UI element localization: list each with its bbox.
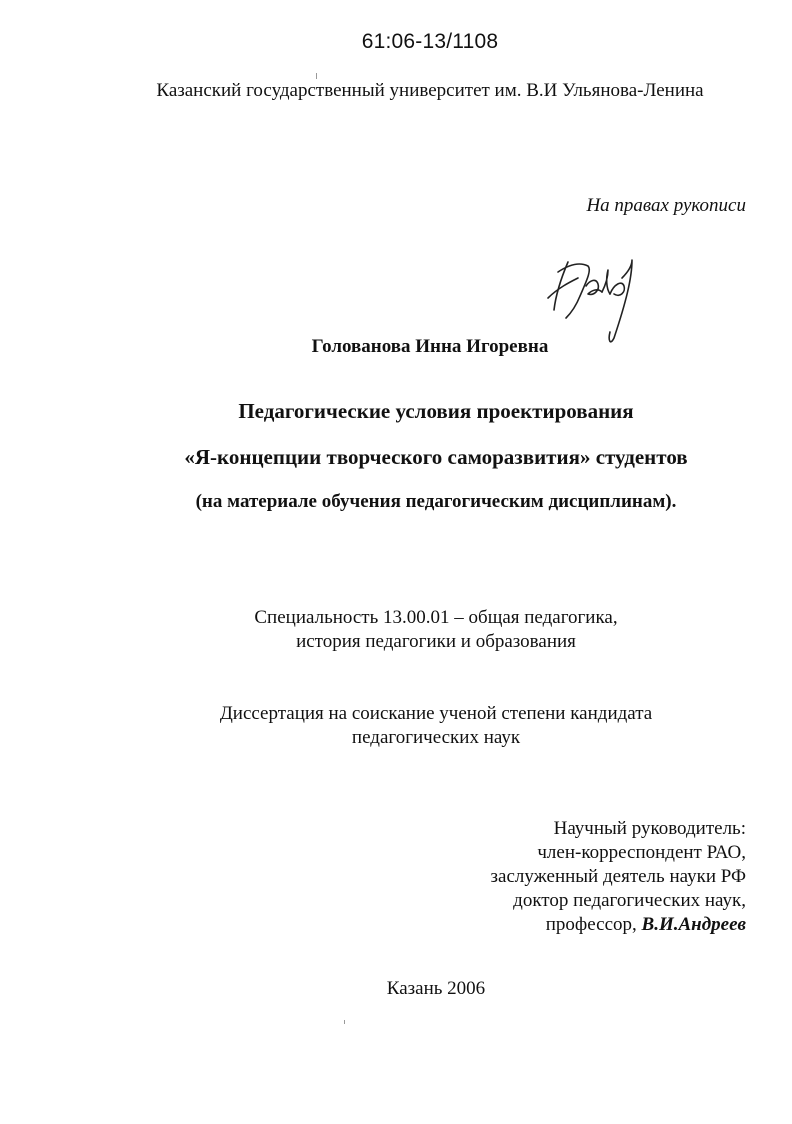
supervisor-title-1: член-корреспондент РАО, (537, 842, 746, 863)
specialty-line-2: история педагогики и образования (296, 631, 576, 652)
dissertation-title-line-3: (на материале обучения педагогическим дисциплинам). (195, 491, 677, 512)
supervisor-name: В.И.Андреев (641, 914, 746, 935)
rights-notice: На правах рукописи (586, 195, 746, 216)
dissertation-title-line-1: Педагогические условия проектирования (238, 399, 634, 423)
university-name: Казанский государственный университет им. В.И Ульянова-Ленина (156, 80, 704, 101)
supervisor-heading: Научный руководитель: (553, 818, 746, 839)
catalog-number: 61:06-13/1108 (361, 30, 499, 53)
scan-speck (344, 1020, 345, 1024)
scan-speck (316, 73, 317, 79)
supervisor-title-2: заслуженный деятель науки РФ (490, 866, 746, 887)
supervisor-name-line (546, 914, 746, 936)
degree-line-1: Диссертация на соискание ученой степени кандидата (219, 703, 653, 724)
degree-line-2: педагогических наук (351, 727, 521, 748)
specialty-line-1: Специальность 13.00.01 – общая педагогика, (254, 607, 618, 628)
author-name: Голованова Инна Игоревна (311, 336, 549, 357)
dissertation-title-line-2: «Я-концепции творческого саморазвития» студентов (184, 445, 688, 469)
handwritten-signature (536, 248, 646, 348)
supervisor-title-3: доктор педагогических наук, (513, 890, 746, 911)
city-year: Казань 2006 (386, 978, 486, 999)
supervisor-rank: профессор, (545, 914, 637, 935)
